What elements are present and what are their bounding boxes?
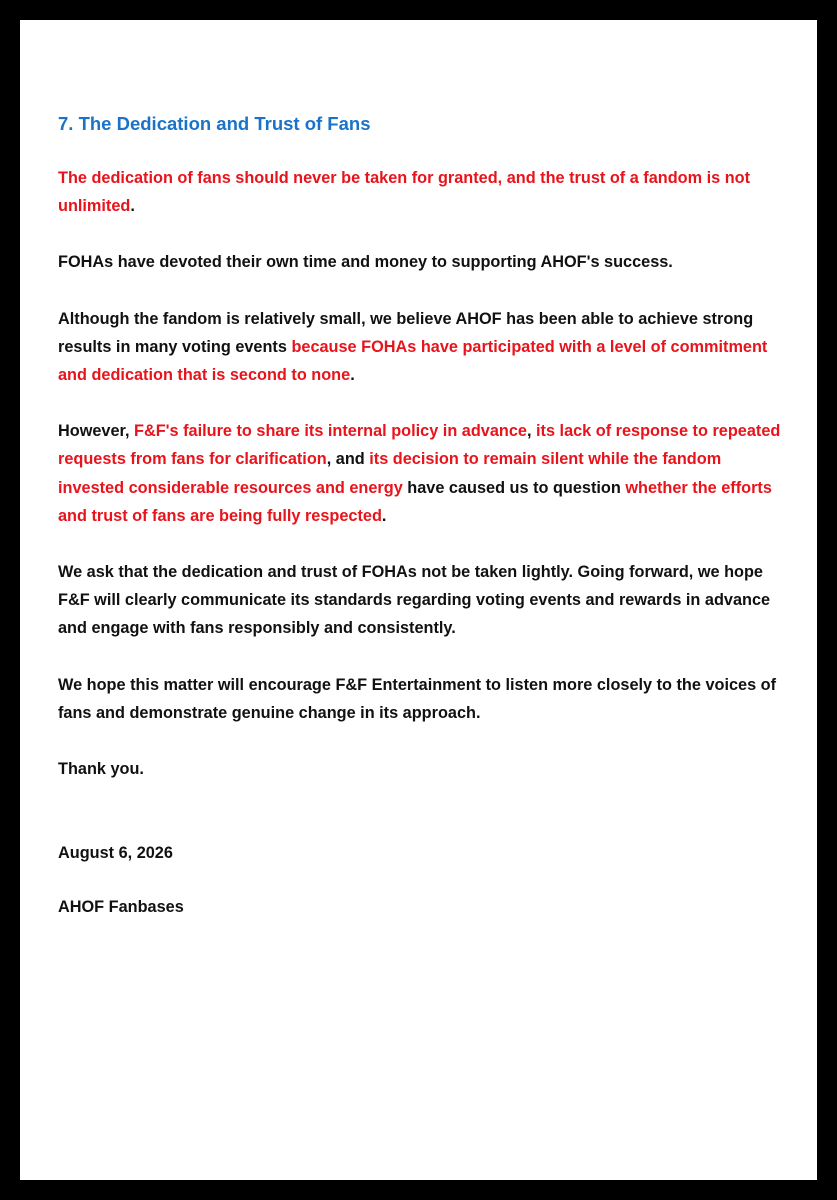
paragraph-4 xyxy=(58,417,788,530)
paragraph-text: . xyxy=(381,506,387,525)
paragraph-5: We ask that the dedication and trust of FOHAs not be taken lightly. Going forward, we hope F&F will clearly communicate its standards regarding voting events and rewards in advance and engage with fans responsibly and consistently. xyxy=(58,563,771,638)
highlight-text: F&F's failure to share its internal policy in advance xyxy=(134,422,527,441)
paragraph-text: . xyxy=(130,197,135,216)
highlight-text: its lack of response to repeated requests from fans for clarification xyxy=(58,422,781,469)
paragraph-2: FOHAs have devoted their own time and money to supporting AHOF's success. xyxy=(58,253,673,272)
paragraph-text: However, xyxy=(58,422,135,441)
signature: AHOF Fanbases xyxy=(58,898,184,917)
letter-content xyxy=(58,110,788,950)
paragraph-3 xyxy=(58,305,788,390)
paragraph-text: Although the fandom is relatively small, we believe AHOF has been able to achieve strong results in many voting events xyxy=(58,309,754,356)
paragraph-text: . xyxy=(350,366,355,385)
closing-thanks: Thank you. xyxy=(58,760,144,779)
section-heading: 7. The Dedication and Trust of Fans xyxy=(58,113,371,134)
highlight-text: because FOHAs have participated with a level of commitment and dedication that is second to none xyxy=(58,337,768,385)
letter-date: August 6, 2026 xyxy=(58,844,173,863)
highlight-text: its decision to remain silent while the fandom invested considerable resources and energy xyxy=(58,450,722,497)
paragraph-text: , xyxy=(526,422,537,441)
paragraph-text: have caused us to question xyxy=(402,478,626,497)
highlight-text: whether the efforts and trust of fans are being fully respected xyxy=(58,478,772,525)
paragraph-1 xyxy=(58,164,788,220)
paragraph-6: We hope this matter will encourage F&F Entertainment to listen more closely to the voices of fans and demonstrate genuine change in its approach. xyxy=(58,675,777,722)
letter-page xyxy=(20,20,817,1180)
highlight-text: The dedication of fans should never be taken for granted, and the trust of a fandom is not unlimited xyxy=(58,169,751,216)
paragraph-text: , and xyxy=(326,450,370,469)
